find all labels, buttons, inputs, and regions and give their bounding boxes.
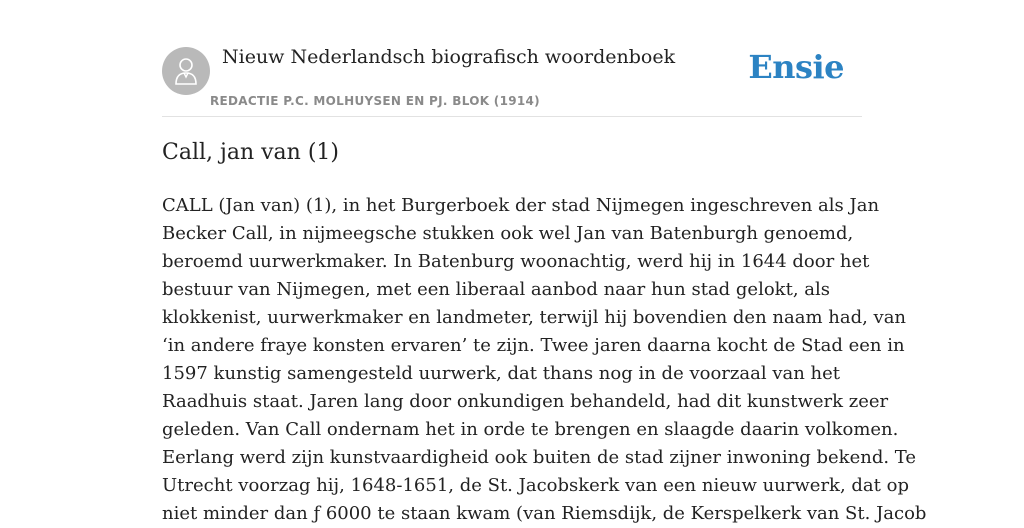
entry-body bbox=[162, 192, 927, 528]
body-line: niet minder dan ƒ 6000 te staan kwam (van Riemsdijk, de Kerspelkerk van St. Jacob bbox=[162, 503, 927, 524]
body-line: beroemd uurwerkmaker. In Batenburg woonachtig, werd hij in 1644 door het bbox=[162, 251, 870, 272]
body-line: Becker Call, in nijmeegsche stukken ook wel Jan van Batenburgh genoemd, bbox=[162, 223, 854, 244]
body-line: ‘in andere fraye konsten ervaren’ te zijn. Twee jaren daarna kocht de Stad een in bbox=[162, 335, 905, 356]
avatar[interactable] bbox=[162, 47, 210, 95]
body-line: geleden. Van Call ondernam het in orde te brengen en slaagde daarin volkomen. bbox=[162, 419, 899, 440]
user-icon bbox=[174, 57, 198, 85]
body-line: 1597 kunstig samengesteld uurwerk, dat thans nog in de voorzaal van het bbox=[162, 363, 841, 384]
book-header bbox=[162, 44, 862, 117]
body-line: bestuur van Nijmegen, met een liberaal aanbod naar hun stad gelokt, als bbox=[162, 279, 830, 300]
body-line: Utrecht voorzag hij, 1648-1651, de St. Jacobskerk van een nieuw uurwerk, dat op bbox=[162, 475, 909, 496]
book-title[interactable]: Nieuw Nederlandsch biografisch woordenboek bbox=[222, 46, 676, 68]
body-line: CALL (Jan van) (1), in het Burgerboek der stad Nijmegen ingeschreven als Jan bbox=[162, 195, 880, 216]
body-line: Eerlang werd zijn kunstvaardigheid ook buiten de stad zijner inwoning bekend. Te bbox=[162, 447, 917, 468]
body-line: Raadhuis staat. Jaren lang door onkundigen behandeld, had dit kunstwerk zeer bbox=[162, 391, 889, 412]
brand-logo[interactable]: Ensie bbox=[748, 48, 844, 86]
entry-title: Call, jan van (1) bbox=[162, 140, 339, 165]
book-subtitle: REDACTIE P.C. MOLHUYSEN EN PJ. BLOK (1914) bbox=[210, 94, 540, 108]
body-line: klokkenist, uurwerkmaker en landmeter, terwijl hij bovendien den naam had, van bbox=[162, 307, 907, 328]
